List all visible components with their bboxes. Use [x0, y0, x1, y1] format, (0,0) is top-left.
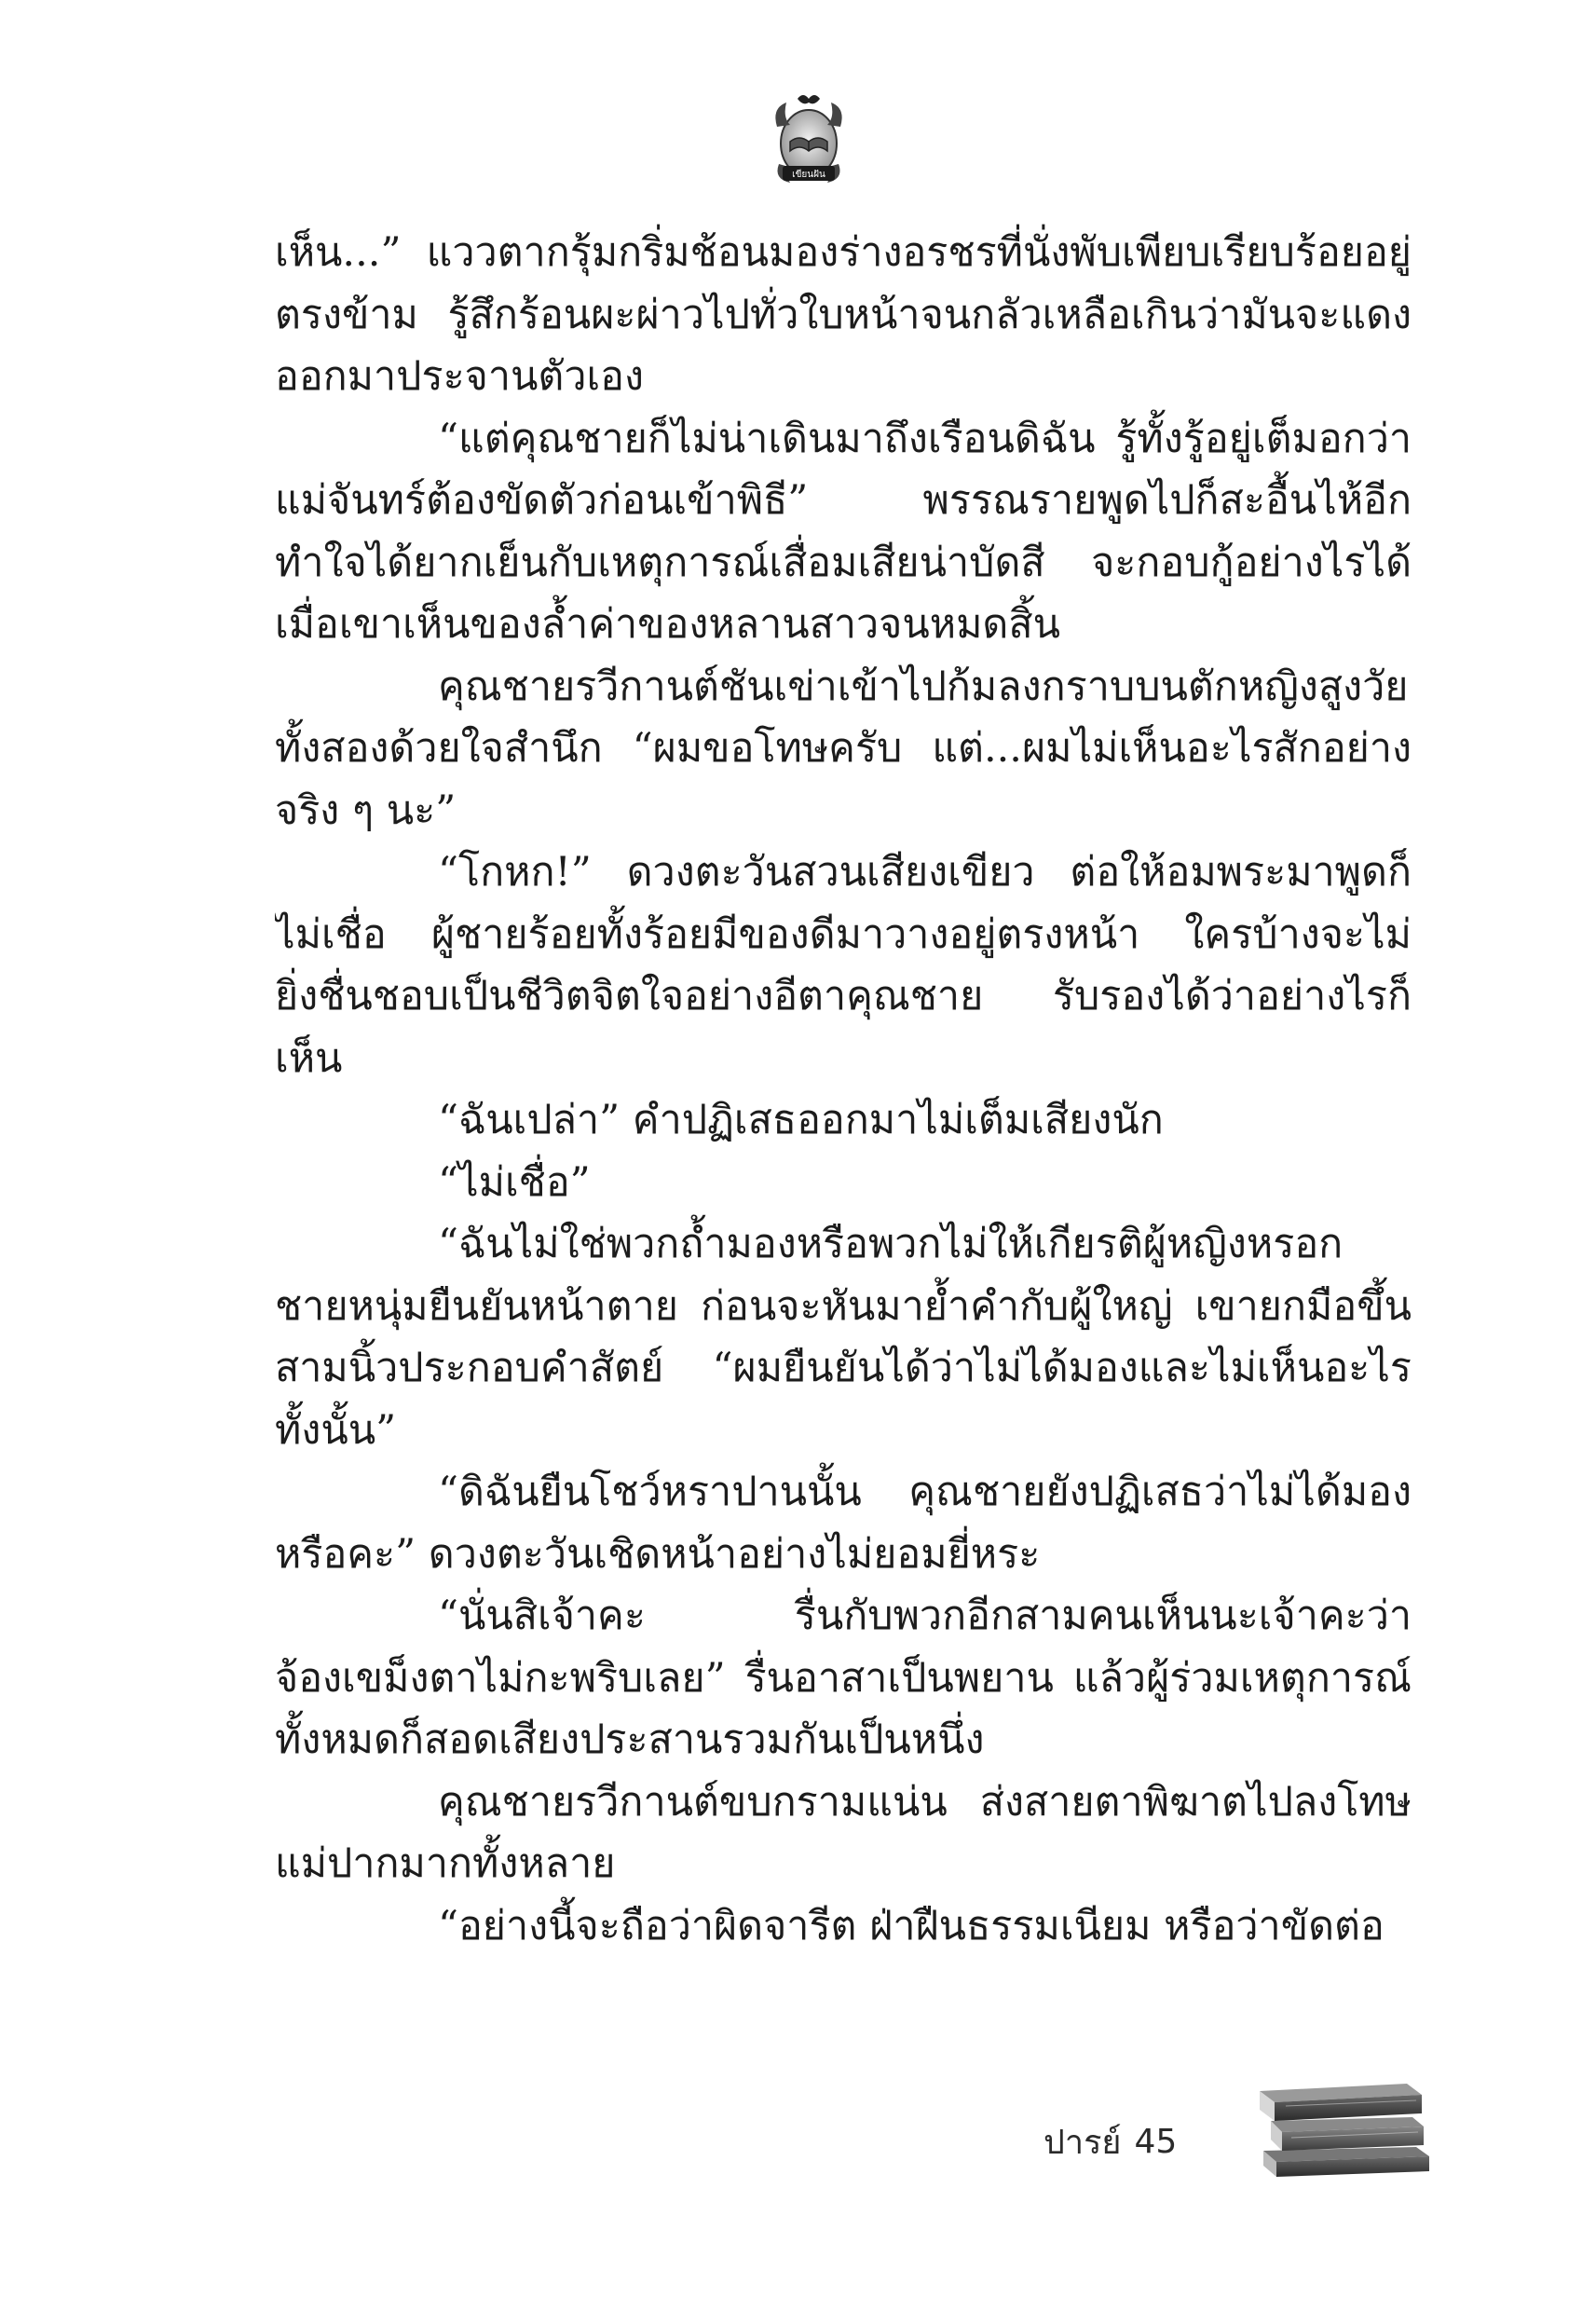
text-line: คุณชายรวีกานต์ชันเข่าเข้าไปก้มลงกราบบนตักหญิงสูงวัย [438, 663, 1409, 710]
logo-text: เขียนฝัน [792, 170, 825, 180]
text-line: จริง ๆ นะ” [275, 786, 457, 834]
text-line: “แต่คุณชายก็ไม่น่าเดินมาถึงเรือนดิฉัน รู้ทั้งรู้อยู่เต็มอกว่า [438, 415, 1412, 462]
text-line: ทั้งสองด้วยใจสำนึก “ผมขอโทษครับ แต่...ผมไม่เห็นอะไรสักอย่าง [275, 725, 1412, 772]
text-line: “อย่างนี้จะถือว่าผิดจารีต ฝ่าฝืนธรรมเนียม หรือว่าขัดต่อ [438, 1902, 1385, 1949]
stacked-books-icon [1258, 2078, 1435, 2181]
text-line: เมื่อเขาเห็นของล้ำค่าของหลานสาวจนหมดสิ้น [275, 601, 1060, 648]
text-line: ทั้งนั้น” [275, 1406, 397, 1454]
body-text [275, 222, 1412, 1957]
text-line: สามนิ้วประกอบคำสัตย์ “ผมยืนยันได้ว่าไม่ได้มองและไม่เห็นอะไร [275, 1345, 1412, 1391]
text-line: “ฉันไม่ใช่พวกถ้ำมองหรือพวกไม่ให้เกียรติผู้หญิงหรอก [438, 1221, 1344, 1267]
text-line: “ไม่เชื่อ” [438, 1158, 591, 1206]
text-line: ชายหนุ่มยืนยันหน้าตาย ก่อนจะหันมาย้ำคำกับผู้ใหญ่ เขายกมือขึ้น [275, 1282, 1412, 1330]
text-line: “นั่นสิเจ้าคะ รื่นกับพวกอีกสามคนเห็นนะเจ้าคะว่า [438, 1593, 1412, 1639]
text-line: “โกหก!” ดวงตะวันสวนเสียงเขียว ต่อให้อมพระมาพูดก็ [438, 849, 1412, 896]
text-line: ตรงข้าม รู้สึกร้อนผะผ่าวไปทั่วใบหน้าจนกลัวเหลือเกินว่ามันจะแดง [275, 291, 1412, 338]
text-line: เห็น...” แววตากรุ้มกริ่มช้อนมองร่างอรชรที่นั่งพับเพียบเรียบร้อยอยู่ [275, 229, 1412, 276]
text-line: “ฉันเปล่า” คำปฏิเสธออกมาไม่เต็มเสียงนัก [438, 1097, 1164, 1143]
text-line: หรือคะ” ดวงตะวันเชิดหน้าอย่างไม่ยอมยี่หระ [275, 1530, 1041, 1578]
text-line: แม่จันทร์ต้องขัดตัวก่อนเข้าพิธี” พรรณรายพูดไปก็สะอื้นไห้อีก [275, 477, 1412, 524]
text-line: เห็น [275, 1034, 343, 1082]
text-line: จ้องเขม็งตาไม่กะพริบเลย” รื่นอาสาเป็นพยาน แล้วผู้ร่วมเหตุการณ์ [275, 1654, 1412, 1702]
text-line: ออกมาประจานตัวเอง [275, 353, 644, 400]
text-line: “ดิฉันยืนโชว์หราปานนั้น คุณชายยังปฏิเสธว่าไม่ได้มอง [438, 1469, 1412, 1515]
text-line: ยิ่งชื่นชอบเป็นชีวิตจิตใจอย่างอีตาคุณชาย รับรองได้ว่าอย่างไรก็ [275, 973, 1412, 1019]
text-line: ทั้งหมดก็สอดเสียงประสานรวมกันเป็นหนึ่ง [275, 1716, 985, 1763]
running-footer-title: ปารย์ [1044, 2123, 1122, 2162]
text-line: คุณชายรวีกานต์ขบกรามแน่น ส่งสายตาพิฆาตไปลงโทษ [438, 1778, 1412, 1826]
ornamental-crest-book-logo-icon [770, 89, 848, 192]
page-number: 45 [1134, 2122, 1178, 2161]
page-footer [1044, 2113, 1177, 2169]
text-line: ไม่เชื่อ ผู้ชายร้อยทั้งร้อยมีของดีมาวางอยู่ตรงหน้า ใครบ้างจะไม่ [275, 910, 1412, 958]
text-line: ทำใจได้ยากเย็นกับเหตุการณ์เสื่อมเสียน่าบัดสี จะกอบกู้อย่างไรได้ [275, 539, 1412, 586]
text-line: แม่ปากมากทั้งหลาย [275, 1840, 616, 1887]
